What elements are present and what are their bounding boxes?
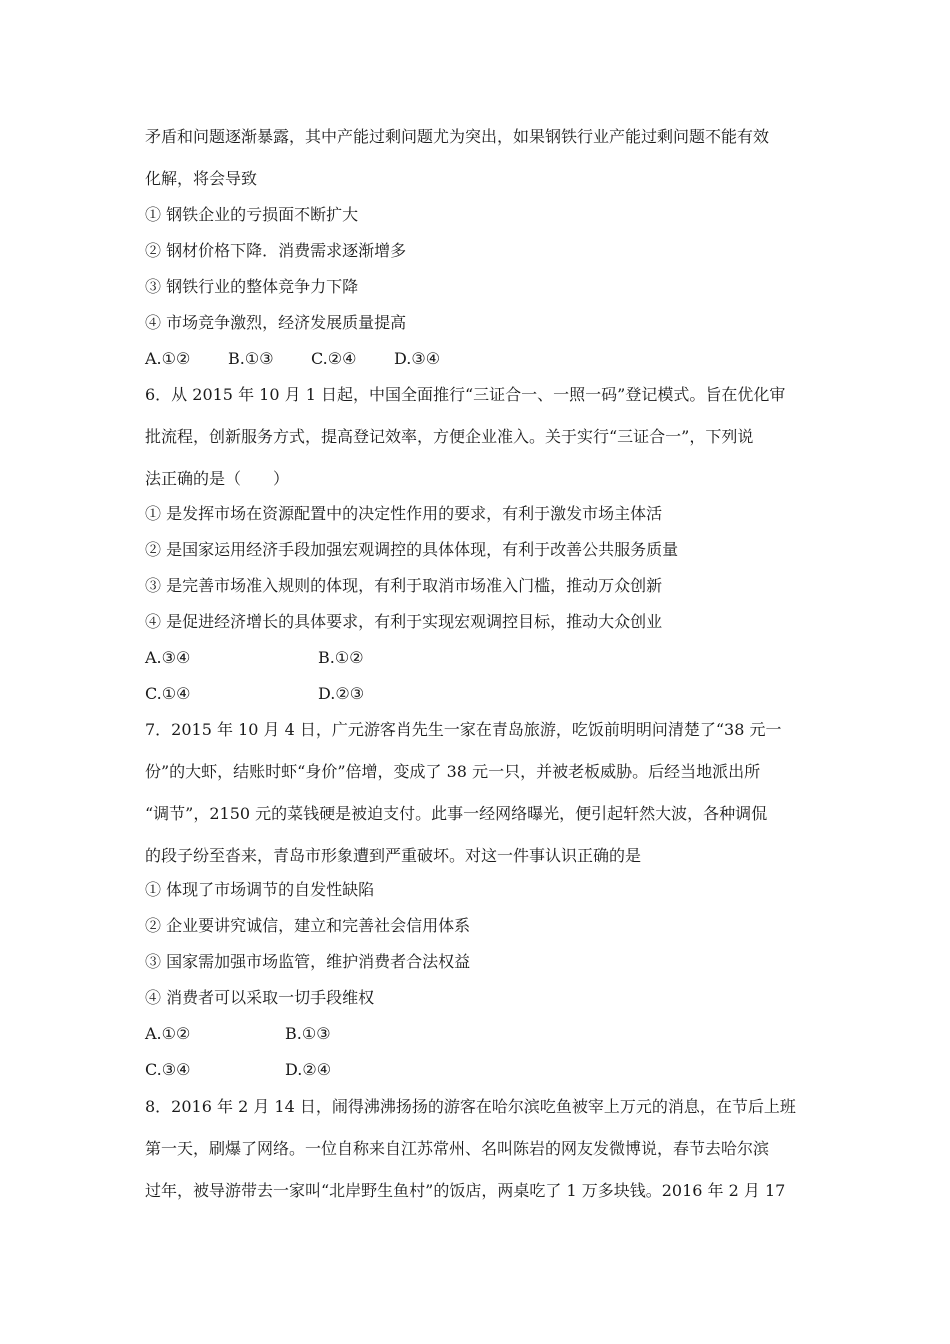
q6-stem-line-2: 批流程，创新服务方式，提高登记效率，方便企业准入。关于实行“三证合一”，下列说 — [145, 427, 754, 446]
q5-item-3: ③ 钢铁行业的整体竞争力下降 — [145, 277, 359, 296]
q6-stem-line-3: 法正确的是（ ） — [145, 469, 290, 488]
q6-item-3: ③ 是完善市场准入规则的体现，有利于取消市场准入门槛，推动万众创新 — [145, 576, 663, 595]
q7-option-a: A.①② — [145, 1024, 191, 1043]
q5-option-a: A.①② — [145, 349, 191, 368]
q7-item-2: ② 企业要讲究诚信，建立和完善社会信用体系 — [145, 916, 471, 935]
q7-item-4: ④ 消费者可以采取一切手段维权 — [145, 988, 375, 1007]
q7-item-3: ③ 国家需加强市场监管，维护消费者合法权益 — [145, 952, 471, 971]
q7-stem-line-3: “调节”，2150 元的菜钱硬是被迫支付。此事一经网络曝光，便引起轩然大波，各种调侃 — [145, 804, 768, 823]
q7-option-b: B.①③ — [285, 1024, 331, 1043]
q8-stem-line-1: 8．2016 年 2 月 14 日，闹得沸沸扬扬的游客在哈尔滨吃鱼被宰上万元的消息，在节后上班 — [145, 1097, 796, 1116]
q8-stem-line-2: 第一天，刷爆了网络。一位自称来自江苏常州、名叫陈岩的网友发微博说，春节去哈尔滨 — [145, 1139, 770, 1158]
q7-item-1: ① 体现了市场调节的自发性缺陷 — [145, 880, 375, 899]
q6-item-4: ④ 是促进经济增长的具体要求，有利于实现宏观调控目标，推动大众创业 — [145, 612, 663, 631]
q5-stem-line-2: 化解，将会导致 — [145, 169, 258, 188]
q6-option-d: D.②③ — [318, 684, 365, 703]
q5-option-b: B.①③ — [228, 349, 274, 368]
q7-option-d: D.②④ — [285, 1060, 332, 1079]
q5-option-d: D.③④ — [394, 349, 441, 368]
q7-stem-line-4: 的段子纷至沓来，青岛市形象遭到严重破坏。对这一件事认识正确的是 — [145, 846, 642, 865]
q6-stem-line-1: 6．从 2015 年 10 月 1 日起，中国全面推行“三证合一、一照一码”登记模式。旨在优化审 — [145, 385, 786, 404]
q6-item-1: ① 是发挥市场在资源配置中的决定性作用的要求，有利于激发市场主体活 — [145, 504, 663, 523]
q7-stem-line-2: 份”的大虾，结账时虾“身价”倍增，变成了 38 元一只，并被老板威胁。后经当地派出所 — [145, 762, 761, 781]
q5-item-4: ④ 市场竞争激烈，经济发展质量提高 — [145, 313, 407, 332]
q7-option-c: C.③④ — [145, 1060, 191, 1079]
q7-stem-line-1: 7．2015 年 10 月 4 日，广元游客肖先生一家在青岛旅游，吃饭前明明问清楚了“38 元一 — [145, 720, 782, 739]
q5-stem-line-1: 矛盾和问题逐渐暴露，其中产能过剩问题尤为突出，如果钢铁行业产能过剩问题不能有效 — [145, 127, 770, 146]
q5-item-1: ① 钢铁企业的亏损面不断扩大 — [145, 205, 359, 224]
q6-option-c: C.①④ — [145, 684, 191, 703]
q6-option-b: B.①② — [318, 648, 364, 667]
q6-item-2: ② 是国家运用经济手段加强宏观调控的具体体现，有利于改善公共服务质量 — [145, 540, 679, 559]
q5-item-2: ② 钢材价格下降．消费需求逐渐增多 — [145, 241, 407, 260]
q5-option-c: C.②④ — [311, 349, 357, 368]
q6-option-a: A.③④ — [145, 648, 191, 667]
q8-stem-line-3: 过年，被导游带去一家叫“北岸野生鱼村”的饭店，两桌吃了 1 万多块钱。2016 年 2 月 17 — [145, 1181, 786, 1200]
